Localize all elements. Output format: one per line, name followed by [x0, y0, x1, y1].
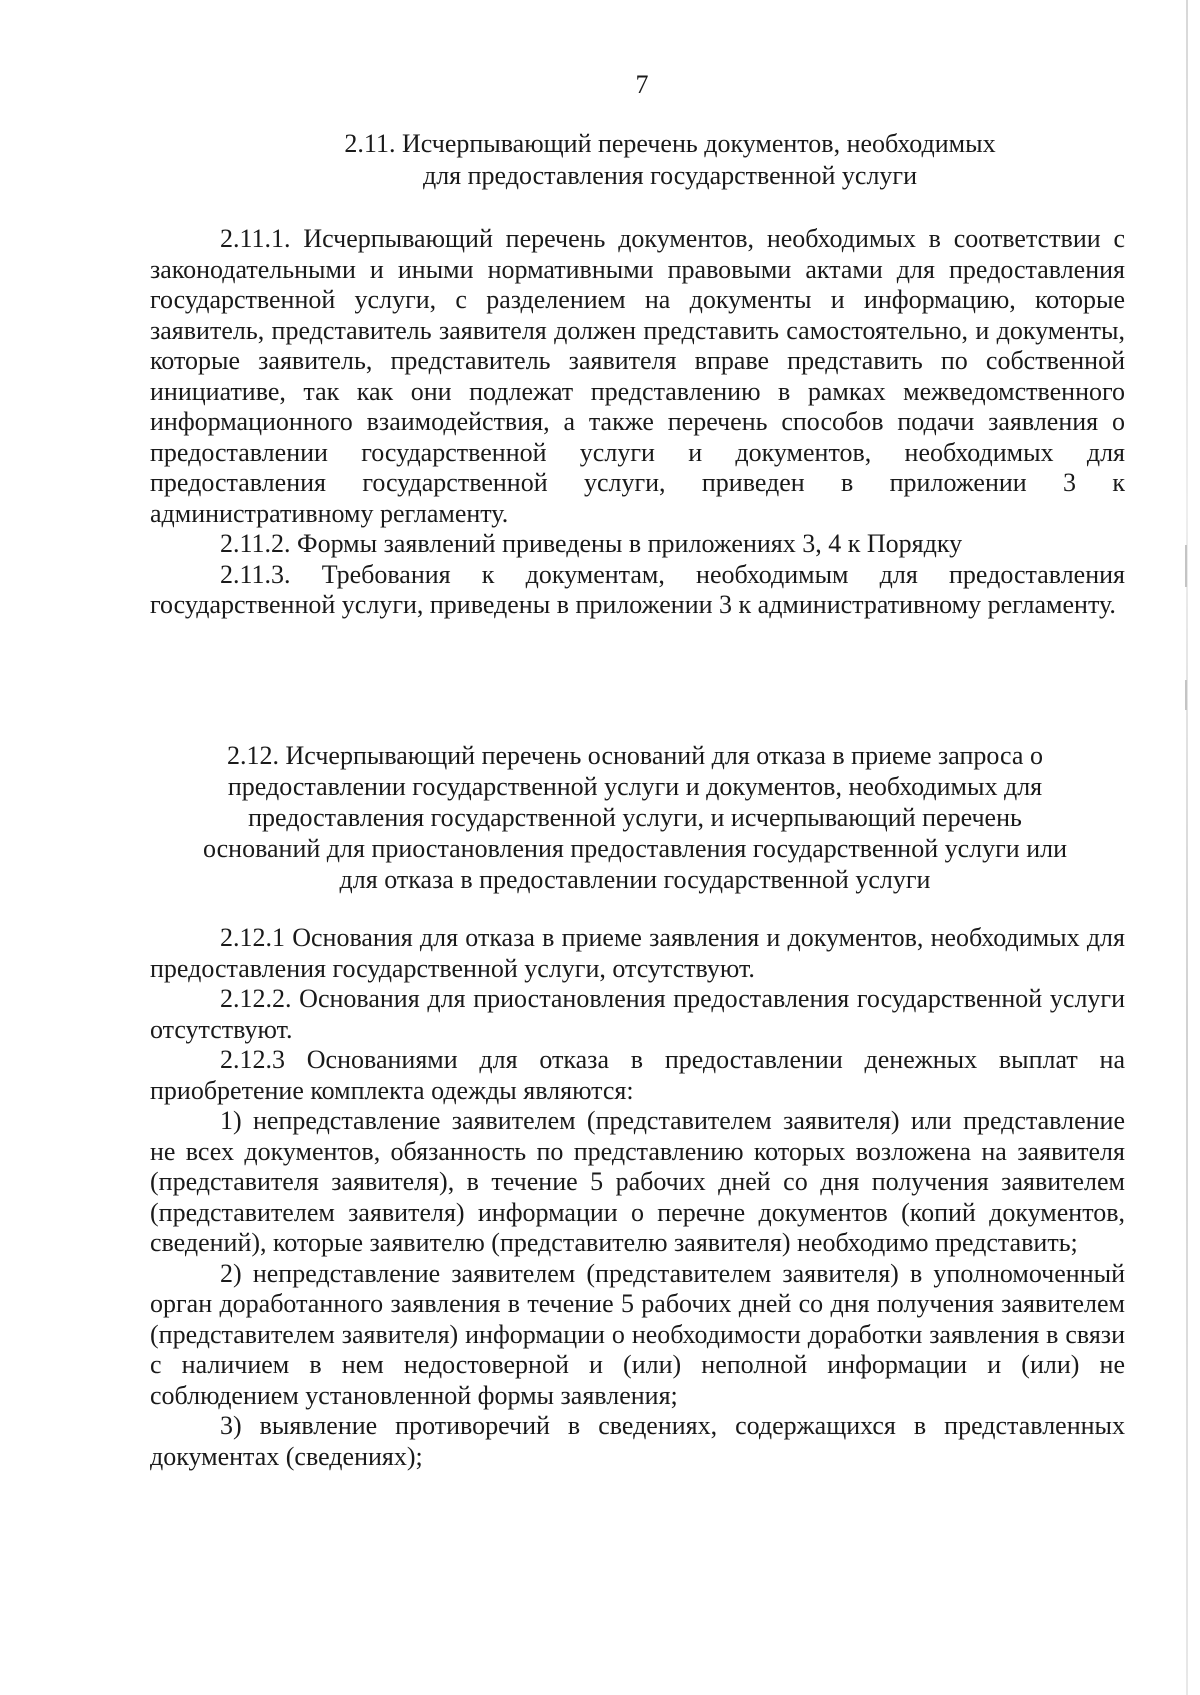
scan-edge-mark [1185, 680, 1187, 710]
scan-edge-shadow [1186, 0, 1188, 1695]
paragraph-2-11-2: 2.11.2. Формы заявлений приведены в приложениях 3, 4 к Порядку [220, 529, 963, 558]
paragraph-2-12-1: 2.12.1 Основания для отказа в приеме заявления и документов, необходимых для предоставления государственной услуги, отсутствуют. [150, 923, 1125, 983]
heading-line: предоставления государственной услуги, и исчерпывающий перечень [248, 803, 1022, 832]
section-2-12-body [150, 923, 1125, 1472]
scan-edge-mark [1185, 545, 1187, 587]
list-item-2: 2) непредставление заявителем (представителем заявителя) в уполномоченный орган доработанного заявления в течение 5 рабочих дней со дня получения заявителем (представителем заявителя) информации о необходимости доработки заявления в связи с наличием в нем недостоверной и (или) неполной информации и (или) не соблюдением установленной формы заявления; [150, 1258, 1125, 1410]
page-number: 7 [635, 70, 649, 99]
list-item-3: 3) выявление противоречий в сведениях, содержащихся в представленных документах (сведениях); [150, 1411, 1125, 1471]
heading-line: 2.12. Исчерпывающий перечень оснований для отказа в приеме запроса о [227, 741, 1043, 770]
paragraph-2-12-3: 2.12.3 Основаниями для отказа в предоставлении денежных выплат на приобретение комплекта одежды являются: [150, 1045, 1125, 1105]
paragraph-2-11-3: 2.11.3. Требования к документам, необходимым для предоставления государственной услуги, приведены в приложении 3 к административному регламенту. [150, 559, 1125, 619]
section-2-11-body [150, 224, 1125, 621]
list-item-1: 1) непредставление заявителем (представителем заявителя) или представление не всех документов, обязанность по представлению которых возложена на заявителя (представителя заявителя), в течение 5 рабочих дней со дня получения заявителем (представителем заявителя) информации о перечне документов (копий документов, сведений), которые заявителю (представителю заявителя) необходимо представить; [150, 1106, 1125, 1257]
heading-line: для предоставления государственной услуги [422, 161, 918, 190]
section-2-11-heading [290, 128, 1050, 192]
heading-line: для отказа в предоставлении государственной услуги [339, 865, 931, 894]
paragraph-2-11-1: 2.11.1. Исчерпывающий перечень документов, необходимых в соответствии с законодательными и иными нормативными правовыми актами для предоставления государственной услуги, с разделением на документы и информацию, которые заявитель, представитель заявителя должен представить самостоятельно, и документы, которые заявитель, представитель заявителя вправе представить по собственной инициативе, так как они подлежат представлению в рамках межведомственного информационного взаимодействия, а также перечень способов подачи заявления о предоставлении государственной услуги и документов, необходимых для предоставления государственной услуги, приведен в приложении 3 к административному регламенту. [150, 224, 1125, 528]
paragraph-2-12-2: 2.12.2. Основания для приостановления предоставления государственной услуги отсутствуют. [150, 984, 1125, 1044]
heading-line: предоставлении государственной услуги и документов, необходимых для [227, 772, 1043, 801]
heading-line: оснований для приостановления предоставления государственной услуги или [202, 834, 1068, 863]
section-2-12-heading [160, 740, 1110, 895]
heading-line: 2.11. Исчерпывающий перечень документов, необходимых [344, 129, 996, 158]
